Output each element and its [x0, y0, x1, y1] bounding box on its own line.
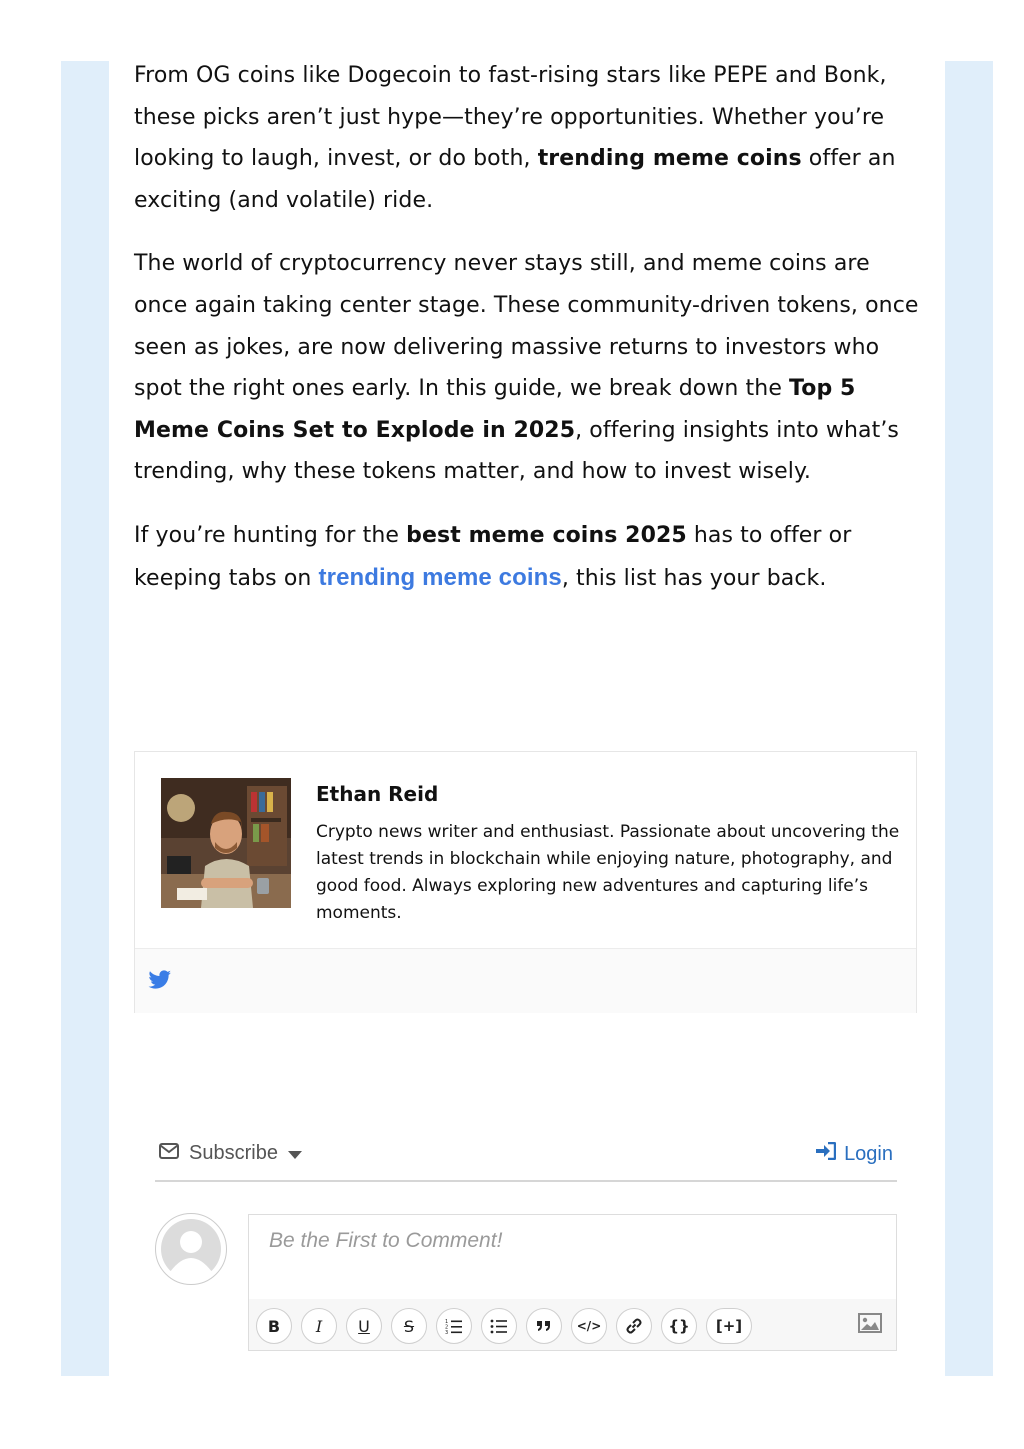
- login-button[interactable]: [816, 1142, 893, 1166]
- unordered-list-icon: [490, 1318, 508, 1334]
- svg-text:1: 1: [445, 1319, 449, 1325]
- twitter-icon[interactable]: [148, 968, 172, 992]
- comments-bar: [155, 1130, 897, 1182]
- trending-meme-coins-link[interactable]: trending meme coins: [318, 563, 562, 591]
- ordered-list-button[interactable]: [436, 1308, 472, 1344]
- code-button[interactable]: </>: [571, 1308, 607, 1344]
- article-body: [134, 55, 924, 621]
- p2-text-end: , offering insights into what’s trending, why these tokens matter, and how to invest wisely.: [134, 417, 899, 485]
- sign-in-icon: [816, 1142, 836, 1166]
- ordered-list-icon: [445, 1318, 463, 1334]
- bold-button[interactable]: B: [256, 1308, 292, 1344]
- p2-bold: Top 5 Meme Coins Set to Explode in 2025: [134, 376, 856, 443]
- author-name: Ethan Reid: [316, 782, 439, 806]
- unordered-list-button[interactable]: [481, 1308, 517, 1344]
- source-code-button[interactable]: {}: [661, 1308, 697, 1344]
- comment-input[interactable]: [249, 1215, 896, 1299]
- p1-text: From OG coins like Dogecoin to fast-rising stars like PEPE and Bonk, these picks aren’t just hype—they’re opportunities. Whether you’re looking to laugh, invest, or do both,: [134, 63, 887, 172]
- p3-text-mid: has to offer or keeping tabs on: [134, 522, 852, 591]
- p1-bold: trending meme coins: [537, 146, 802, 172]
- subscribe-label: Subscribe: [189, 1142, 278, 1164]
- paragraph-1: [134, 55, 924, 221]
- envelope-icon: [159, 1142, 179, 1165]
- image-upload-icon[interactable]: [858, 1313, 882, 1333]
- link-icon: [625, 1317, 643, 1335]
- svg-text:3: 3: [445, 1330, 449, 1334]
- spoiler-button[interactable]: [+]: [706, 1308, 752, 1344]
- subscribe-dropdown[interactable]: [159, 1142, 302, 1165]
- comment-toolbar: [249, 1299, 896, 1350]
- strikethrough-button[interactable]: S: [391, 1308, 427, 1344]
- login-label: Login: [844, 1142, 893, 1165]
- p2-text: The world of cryptocurrency never stays still, and meme coins are once again taking center stage. These community-driven tokens, once seen as jokes, are now delivering massive returns to investors who spot the right ones early. In this guide, we break down the: [134, 251, 919, 402]
- italic-button[interactable]: I: [301, 1308, 337, 1344]
- paragraph-3: [134, 515, 924, 599]
- p3-text-end: , this list has your back.: [561, 565, 827, 591]
- author-social-bar: [135, 948, 916, 1013]
- right-side-band: [945, 61, 993, 1376]
- author-box: [134, 751, 917, 1013]
- author-bio: Crypto news writer and enthusiast. Passionate about uncovering the latest trends in blockchain while enjoying nature, photography, and good food. Always exploring new adventures and capturing life’s moments.: [316, 822, 900, 923]
- paragraph-2: [134, 243, 924, 493]
- left-side-band: [61, 61, 109, 1376]
- user-avatar-icon: [155, 1213, 227, 1285]
- p1-text-end: offer an exciting (and volatile) ride.: [134, 146, 896, 213]
- author-photo: [161, 778, 291, 908]
- p3-bold: best meme coins 2025: [406, 522, 687, 548]
- p3-text: If you’re hunting for the: [134, 522, 407, 548]
- comment-editor: [248, 1214, 897, 1351]
- underline-button[interactable]: U: [346, 1308, 382, 1344]
- blockquote-button[interactable]: [526, 1308, 562, 1344]
- caret-down-icon: [288, 1142, 302, 1165]
- quote-icon: [536, 1320, 552, 1332]
- svg-text:2: 2: [445, 1324, 449, 1331]
- link-button[interactable]: [616, 1308, 652, 1344]
